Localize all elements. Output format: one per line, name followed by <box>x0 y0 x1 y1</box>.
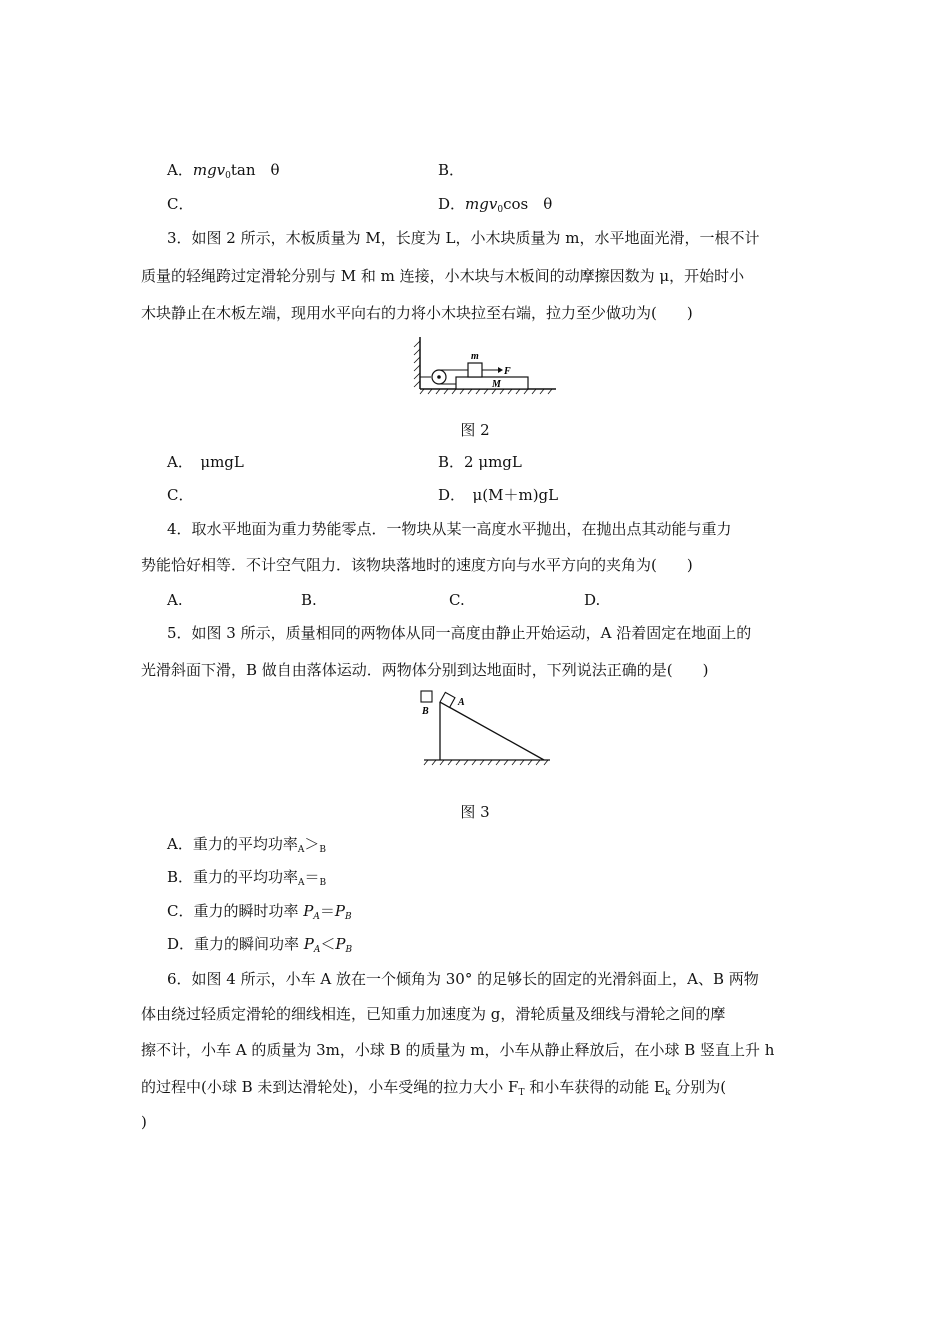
q5-option-a: A．重力的平均功率$_A>_B$ <box>167 835 326 855</box>
q5-line-1: 5．如图 3 所示，质量相同的两物体从同一高度由静止开始运动，A 沿着固定在地面上的 <box>167 624 752 642</box>
q3-option-b: B．2 μmgL <box>438 453 522 471</box>
q2-option-c: C． <box>167 195 194 213</box>
q5-option-c: C．重力的瞬时功率 $P_A=P_B$ <box>167 902 352 922</box>
q6-line-5: ) <box>141 1113 147 1131</box>
label-B: B <box>422 706 429 717</box>
q5-option-b: B．重力的平均功率$_A=_B$ <box>167 868 327 888</box>
q4-line-1: 4．取水平地面为重力势能零点．一物块从某一高度水平抛出，在抛出点其动能与重力 <box>167 520 732 538</box>
q4-line-2: 势能恰好相等．不计空气阻力．该物块落地时的速度方向与水平方向的夹角为( ) <box>141 556 693 574</box>
q3-line-3: 木块静止在木板左端，现用水平向右的力将小木块拉至右端，拉力至少做功为( ) <box>141 304 693 322</box>
q5-option-d: D．重力的瞬间功率 $P_A<P_B$ <box>167 935 353 955</box>
label-F: F <box>504 366 511 377</box>
q4-option-d: D. <box>584 591 601 609</box>
q5-line-2: 光滑斜面下滑，B 做自由落体运动．两物体分别到达地面时，下列说法正确的是( ) <box>141 661 709 679</box>
label-A: A <box>458 697 465 708</box>
q3-line-2: 质量的轻绳跨过定滑轮分别与 M 和 m 连接，小木块与木板间的动摩擦因数为 μ，开始时小 <box>141 267 745 285</box>
q2-option-d: D．mgv$_0$cos θ <box>438 195 553 215</box>
q6-line-4: 的过程中(小球 B 未到达滑轮处)，小车受绳的拉力大小 $F_T$ 和小车获得的动能 $E_k$ 分别为( <box>141 1078 727 1098</box>
figure-3-diagram <box>416 688 556 770</box>
q6-line-1: 6．如图 4 所示，小车 A 放在一个倾角为 30° 的足够长的固定的光滑斜面上，A、B 两物 <box>167 970 759 988</box>
label-m: m <box>471 351 479 362</box>
q3-option-d: D． μ(M＋m)gL <box>438 486 559 504</box>
q4-option-a: A. <box>167 591 183 609</box>
label-M: M <box>492 379 501 390</box>
figure-2-diagram <box>410 335 560 397</box>
q3-option-c: C． <box>167 486 194 504</box>
q2-option-b: B． <box>438 161 465 179</box>
figure-3-caption: 图 3 <box>460 803 490 821</box>
q3-option-a: A． μmgL <box>167 453 244 471</box>
q6-line-2: 体由绕过轻质定滑轮的细线相连，已知重力加速度为 g，滑轮质量及细线与滑轮之间的摩 <box>141 1005 726 1023</box>
q6-line-3: 擦不计，小车 A 的质量为 3m，小球 B 的质量为 m，小车从静止释放后，在小球 B 竖直上升 h <box>141 1041 775 1059</box>
q4-option-c: C. <box>449 591 465 609</box>
q4-option-b: B. <box>301 591 317 609</box>
q3-line-1: 3．如图 2 所示，木板质量为 M，长度为 L，小木块质量为 m，水平地面光滑，一根不计 <box>167 229 760 247</box>
figure-2-caption: 图 2 <box>460 421 490 439</box>
q2-option-a: A．mgv$_0$tan θ <box>167 161 280 181</box>
